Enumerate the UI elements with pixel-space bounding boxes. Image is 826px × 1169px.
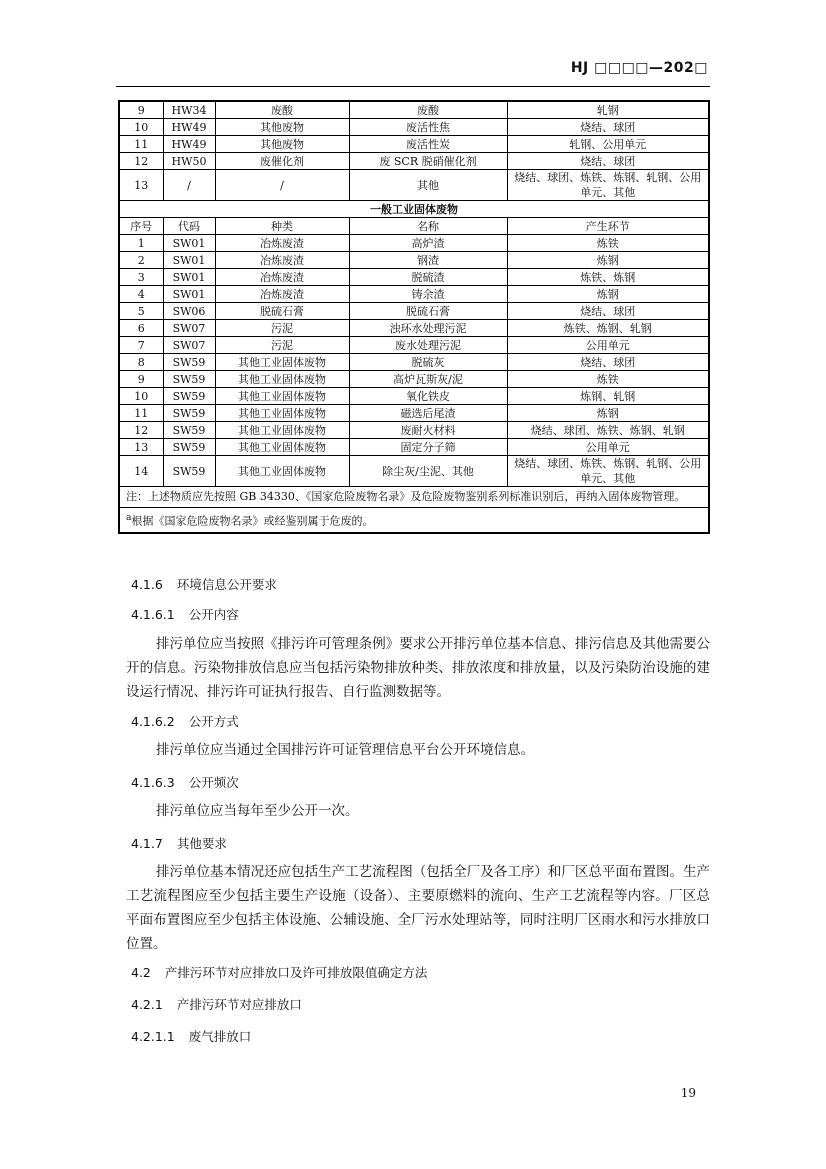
table-cell: SW01: [163, 269, 215, 286]
table-cell: 7: [119, 337, 163, 354]
section-4-2-1-1: [131, 1027, 251, 1045]
table-row: [119, 136, 709, 153]
table-cell: 炼钢: [507, 286, 709, 303]
section-4-2: [131, 963, 427, 981]
header-rule: [116, 86, 710, 87]
table-row: [119, 119, 709, 136]
table-cell: 污泥: [215, 320, 349, 337]
table-row: [119, 405, 709, 422]
column-header: 种类: [215, 218, 349, 235]
table-cell: 固定分子筛: [349, 439, 507, 456]
table-cell: 12: [119, 422, 163, 439]
table-cell: 烧结、球团、炼铁、炼钢、轧钢、公用单元、其他: [507, 456, 709, 487]
table-note: 注：上述物质应先按照 GB 34330、《国家危险废物名录》及危险废物鉴别系列标准识别后，再纳入固体废物管理。: [119, 487, 709, 508]
table-cell: 烧结、球团、炼铁、炼钢、轧钢、公用单元、其他: [507, 170, 709, 201]
table-cell: 冶炼废渣: [215, 286, 349, 303]
section-number: 4.1.7: [131, 836, 163, 851]
table-cell: 其他工业固体废物: [215, 439, 349, 456]
table-cell: 冶炼废渣: [215, 235, 349, 252]
table-cell: 废 SCR 脱硝催化剂: [349, 153, 507, 170]
page-number: 19: [680, 1086, 696, 1100]
table-cell: SW01: [163, 235, 215, 252]
table-cell: 炼钢: [507, 252, 709, 269]
table-footnote: [119, 508, 709, 533]
table-cell: 炼铁、炼钢、轧钢: [507, 320, 709, 337]
table-cell: 其他工业固体废物: [215, 422, 349, 439]
table-cell: SW01: [163, 252, 215, 269]
table-cell: 废活性焦: [349, 119, 507, 136]
paragraph-disclosure-content: 排污单位应当按照《排污许可管理条例》要求公开排污单位基本信息、排污信息及其他需要公开的信息。污染物排放信息应当包括污染物排放种类、排放浓度和排放量，以及污染防治设施的建设运行情况、排污许可证执行报告、自行监测数据等。: [126, 636, 710, 700]
table-cell: 其他工业固体废物: [215, 456, 349, 487]
table-cell: 14: [119, 456, 163, 487]
table-cell: 轧钢、公用单元: [507, 136, 709, 153]
table-cell: 13: [119, 439, 163, 456]
table-cell: HW50: [163, 153, 215, 170]
footnote-mark: a: [126, 512, 132, 523]
table-row: [119, 170, 709, 201]
table-row: [119, 101, 709, 119]
table-cell: SW07: [163, 337, 215, 354]
section-title: 产排污环节对应排放口及许可排放限值确定方法: [164, 965, 428, 980]
table-cell: 炼钢、轧钢: [507, 388, 709, 405]
section-number: 4.1.6.3: [131, 775, 175, 790]
table-cell: 磁选后尾渣: [349, 405, 507, 422]
table-cell: SW59: [163, 354, 215, 371]
table-cell: SW59: [163, 439, 215, 456]
table-cell: 9: [119, 101, 163, 119]
table-cell: 废酸: [349, 101, 507, 119]
table-cell: 6: [119, 320, 163, 337]
table-row: [119, 422, 709, 439]
table-row: [119, 235, 709, 252]
table-cell: 4: [119, 286, 163, 303]
table-cell: 钢渣: [349, 252, 507, 269]
section-4-2-1: [131, 995, 302, 1013]
section-title: 环境信息公开要求: [176, 577, 277, 592]
table-cell: 废活性炭: [349, 136, 507, 153]
table-cell: 其他废物: [215, 136, 349, 153]
table-cell: SW59: [163, 371, 215, 388]
table-cell: 浊环水处理污泥: [349, 320, 507, 337]
table-cell: 公用单元: [507, 439, 709, 456]
table-cell: HW49: [163, 136, 215, 153]
table-cell: 污泥: [215, 337, 349, 354]
table-row: [119, 320, 709, 337]
table-row: [119, 456, 709, 487]
table-cell: 炼铁: [507, 371, 709, 388]
table-cell: 其他工业固体废物: [215, 371, 349, 388]
table-cell: 铸余渣: [349, 286, 507, 303]
section-title: 产排污环节对应排放口: [176, 997, 302, 1012]
paragraph-other-requirements: 排污单位基本情况还应包括生产工艺流程图（包括全厂及各工序）和厂区总平面布置图。生产工艺流程图应至少包括主要生产设施（设备）、主要原燃料的流向、生产工艺流程等内容。厂区总平面布置图应至少包括主体设施、公辅设施、全厂污水处理站等，同时注明厂区雨水和污水排放口位置。: [126, 864, 710, 952]
section-title: 公开频次: [188, 775, 239, 790]
section-4-1-6-3: [131, 773, 239, 791]
section-title: 其他要求: [176, 836, 227, 851]
section-4-1-6: [131, 575, 277, 593]
waste-table: [118, 100, 710, 534]
column-header: 产生环节: [507, 218, 709, 235]
table-row: [119, 439, 709, 456]
section-4-1-7: [131, 834, 227, 852]
table-cell: 脱硫灰: [349, 354, 507, 371]
table-row: [119, 354, 709, 371]
table-cell: SW59: [163, 388, 215, 405]
table-cell: SW59: [163, 405, 215, 422]
general-rows: [119, 235, 709, 487]
table-cell: 炼铁: [507, 235, 709, 252]
table-cell: 炼钢: [507, 405, 709, 422]
section-number: 4.1.6.2: [131, 714, 175, 729]
table-cell: 11: [119, 405, 163, 422]
table-cell: 氧化铁皮: [349, 388, 507, 405]
table-cell: 高炉瓦斯灰/泥: [349, 371, 507, 388]
table-cell: 烧结、球团: [507, 354, 709, 371]
column-header: 序号: [119, 218, 163, 235]
paragraph-disclosure-method: 排污单位应当通过全国排污许可证管理信息平台公开环境信息。: [156, 742, 534, 758]
table-cell: 2: [119, 252, 163, 269]
table-cell: 5: [119, 303, 163, 320]
document-header: HJ □□□□—202□: [570, 60, 708, 76]
table-cell: 10: [119, 119, 163, 136]
table-cell: 1: [119, 235, 163, 252]
table-cell: 其他: [349, 170, 507, 201]
table-cell: 烧结、球团: [507, 119, 709, 136]
table-row: [119, 337, 709, 354]
table-cell: 除尘灰/尘泥、其他: [349, 456, 507, 487]
table-cell: 10: [119, 388, 163, 405]
table-cell: 脱硫石膏: [215, 303, 349, 320]
table-cell: 9: [119, 371, 163, 388]
table-cell: 炼铁、炼钢: [507, 269, 709, 286]
table-cell: 冶炼废渣: [215, 269, 349, 286]
table-cell: 废催化剂: [215, 153, 349, 170]
table-row: [119, 371, 709, 388]
section-4-1-6-1: [131, 605, 239, 623]
section-title: 公开方式: [188, 714, 239, 729]
table-cell: 公用单元: [507, 337, 709, 354]
table-cell: 脱硫渣: [349, 269, 507, 286]
table-cell: 12: [119, 153, 163, 170]
table-cell: 高炉渣: [349, 235, 507, 252]
hazardous-rows: [119, 101, 709, 201]
table-cell: SW59: [163, 422, 215, 439]
table-cell: /: [215, 170, 349, 201]
table-cell: HW34: [163, 101, 215, 119]
footnote-text: 根据《国家危险废物名录》或经鉴别属于危废的。: [131, 514, 374, 528]
table-row: [119, 303, 709, 320]
table-cell: 脱硫石膏: [349, 303, 507, 320]
table-cell: SW07: [163, 320, 215, 337]
table-cell: 烧结、球团: [507, 153, 709, 170]
paragraph-disclosure-frequency: 排污单位应当每年至少公开一次。: [156, 803, 359, 819]
table-row: [119, 252, 709, 269]
table-cell: HW49: [163, 119, 215, 136]
table-cell: 13: [119, 170, 163, 201]
table-row: [119, 388, 709, 405]
table-cell: 3: [119, 269, 163, 286]
table-cell: 轧钢: [507, 101, 709, 119]
column-header: 名称: [349, 218, 507, 235]
section-number: 4.2.1.1: [131, 1029, 175, 1044]
table-cell: 其他工业固体废物: [215, 405, 349, 422]
section-number: 4.1.6.1: [131, 607, 175, 622]
section-title: 废气排放口: [188, 1029, 252, 1044]
table-cell: 烧结、球团: [507, 303, 709, 320]
table-cell: 其他废物: [215, 119, 349, 136]
table-cell: SW06: [163, 303, 215, 320]
section-title-general-waste: 一般工业固体废物: [119, 201, 709, 218]
table-cell: 8: [119, 354, 163, 371]
table-cell: SW01: [163, 286, 215, 303]
column-header: 代码: [163, 218, 215, 235]
section-number: 4.2: [131, 965, 151, 980]
section-number: 4.1.6: [131, 577, 163, 592]
section-title: 公开内容: [188, 607, 239, 622]
table-row: [119, 286, 709, 303]
section-4-1-6-2: [131, 712, 239, 730]
table-cell: 烧结、球团、炼铁、炼钢、轧钢: [507, 422, 709, 439]
table-row: [119, 153, 709, 170]
table-cell: 废耐火材料: [349, 422, 507, 439]
section-number: 4.2.1: [131, 997, 163, 1012]
table-row: [119, 269, 709, 286]
column-header-row: [119, 218, 709, 235]
table-cell: SW59: [163, 456, 215, 487]
table-cell: 冶炼废渣: [215, 252, 349, 269]
table-cell: 其他工业固体废物: [215, 388, 349, 405]
table-cell: 废酸: [215, 101, 349, 119]
table-cell: 11: [119, 136, 163, 153]
table-cell: 废水处理污泥: [349, 337, 507, 354]
table-cell: 其他工业固体废物: [215, 354, 349, 371]
table-cell: /: [163, 170, 215, 201]
